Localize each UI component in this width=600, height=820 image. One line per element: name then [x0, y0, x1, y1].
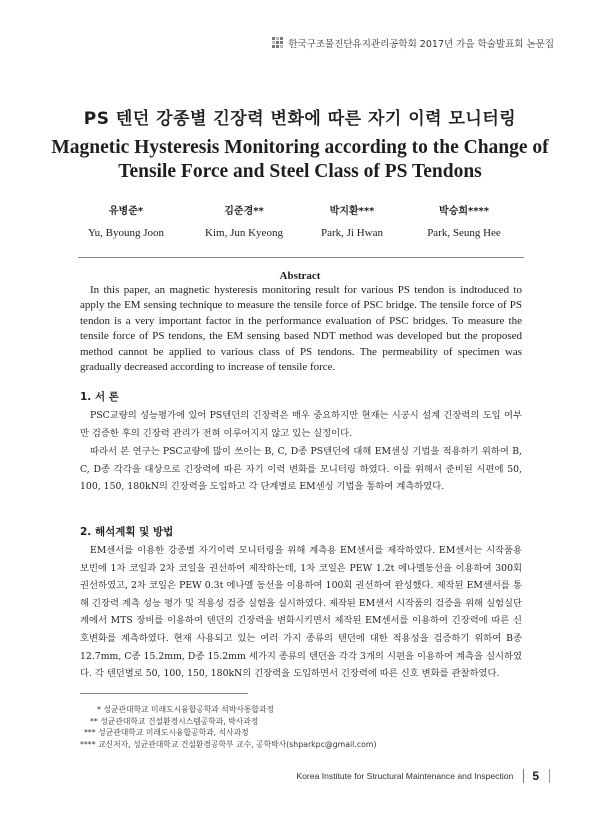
journal-name: 한국구조물진단유지관리공학회 2017년 가을 학술발표회 논문집 — [288, 39, 554, 50]
author-name-english: Yu, Byoung Joon — [87, 227, 165, 239]
author-name-english: Park, Ji Hwan — [320, 227, 384, 239]
author-name-korean: 박승희**** — [439, 206, 489, 217]
footnote-list — [80, 704, 410, 751]
author-name-korean: 김준경** — [224, 206, 264, 217]
body-paragraph: 따라서 본 연구는 PSC교량에 많이 쓰이는 B, C, D종 PS텐던에 대해 EM센싱 기법을 적용하기 위하여 B, C, D종 각각을 대상으로 긴장력에 따른 자기 이력 변화를 모니터링 하였다. 이를 위해서 준비된 시편에 50, 100, 150, 180kN의 긴장력을 도입하고 각 단계별로 EM센싱 기법을 통하여 계측하였다. — [80, 446, 522, 493]
author-name-korean: 유병준* — [108, 206, 144, 217]
title-divider — [78, 257, 524, 258]
korean-title: PS 텐던 강종별 긴장력 변화에 따른 자기 이력 모니터링 — [83, 109, 517, 129]
page-number: 5 — [532, 769, 539, 783]
footer-organization: Korea Institute for Structural Maintenance and Inspection — [296, 771, 514, 781]
footnote: ** 성균관대학교 건설환경시스템공학과, 박사과정 — [90, 716, 259, 726]
section-heading-method: 2. 해석계획 및 방법 — [80, 526, 174, 538]
author-name-korean: 박지환*** — [329, 206, 375, 217]
footnote: * 성균관대학교 미래도시융합공학과 석박사통합과정 — [97, 705, 275, 714]
footnote: *** 성균관대학교 미래도시융합공학과, 석사과정 — [84, 728, 249, 738]
footer-divider — [523, 769, 524, 783]
abstract-heading: Abstract — [279, 270, 321, 282]
author-name-english: Park, Seung Hee — [427, 227, 501, 239]
author-4 — [394, 202, 534, 239]
grid-logo-icon — [272, 37, 284, 49]
body-paragraph: PSC교량의 성능평가에 있어 PS텐던의 긴장력은 매우 중요하지만 현재는 시공시 설계 긴장력의 도입 여부만 검증한 후의 긴장력 관리가 전혀 이루어지지 않고 있는 실정이다. — [80, 410, 522, 439]
page-footer — [296, 769, 550, 783]
journal-header — [272, 36, 554, 50]
section-heading-introduction: 1. 서 론 — [80, 391, 119, 403]
body-paragraph: EM센서를 이용한 강종별 자기이력 모니터링을 위해 계측용 EM센서를 제작하였다. EM센서는 시작품용 보빈에 1차 코일과 2차 코일을 권선하여 제작하는데, 1차 코일은 PEW 1.2t 에나멜동선을 이용하여 300회 권선하였고, 2차 코일은 PEW 0.3t 에나멜 동선을 이용하여 100회 권선하여 완성했다. 제작된 EM센서를 통해 긴장력 계측 성능 평가 및 적용성 검증 실험을 실시하였다. 제작된 EM센서 시작품의 검증을 위해 실험실단계에서 MTS 장비를 이용하여 텐던의 긴장력을 변화시키면서 제작된 EM센서를 이용하여 긴장력에 따른 신호변화를 계측하였다. 현재 사용되고 있는 여러 가지 종류의 텐던에 대한 적용성을 검증하기 위하여 B종 12.7mm, C종 15.2mm, D종 15.2mm 세가지 종류의 텐던을 각각 3개의 시편을 이용하여 계측을 실시하였다. 각 텐던별로 50, 100, 150, 180kN의 긴장력을 도입하면서 긴장력에 따른 신호 변화를 관찰하였다. — [80, 545, 522, 680]
footer-edge-mark — [549, 769, 550, 783]
author-name-english: Kim, Jun Kyeong — [205, 227, 283, 239]
footnote-divider — [80, 693, 248, 694]
abstract-text: In this paper, an magnetic hysteresis monitoring result for various PS tendon is indtoduced to apply the EM sensing technique to measure the tensile force of PSC bridge. The tensile force of PS tendon is a very important factor in the performance evaluation of PSC bridges. To measure the tensile force of PS tendons, the EM sensing based NDT method was developed but the proposed method cannot be applied to various class of PS tendons. The permeability of specimen was gradually decreased according to increase of tensile force. — [80, 284, 522, 374]
english-title: Magnetic Hysteresis Monitoring according to the Change of Tensile Force and Steel Class of PS Tendons — [51, 137, 549, 182]
footnote: **** 교신저자, 성균관대학교 건설환경공학부 교수, 공학박사(shparkpc@gmail.com) — [80, 740, 377, 750]
